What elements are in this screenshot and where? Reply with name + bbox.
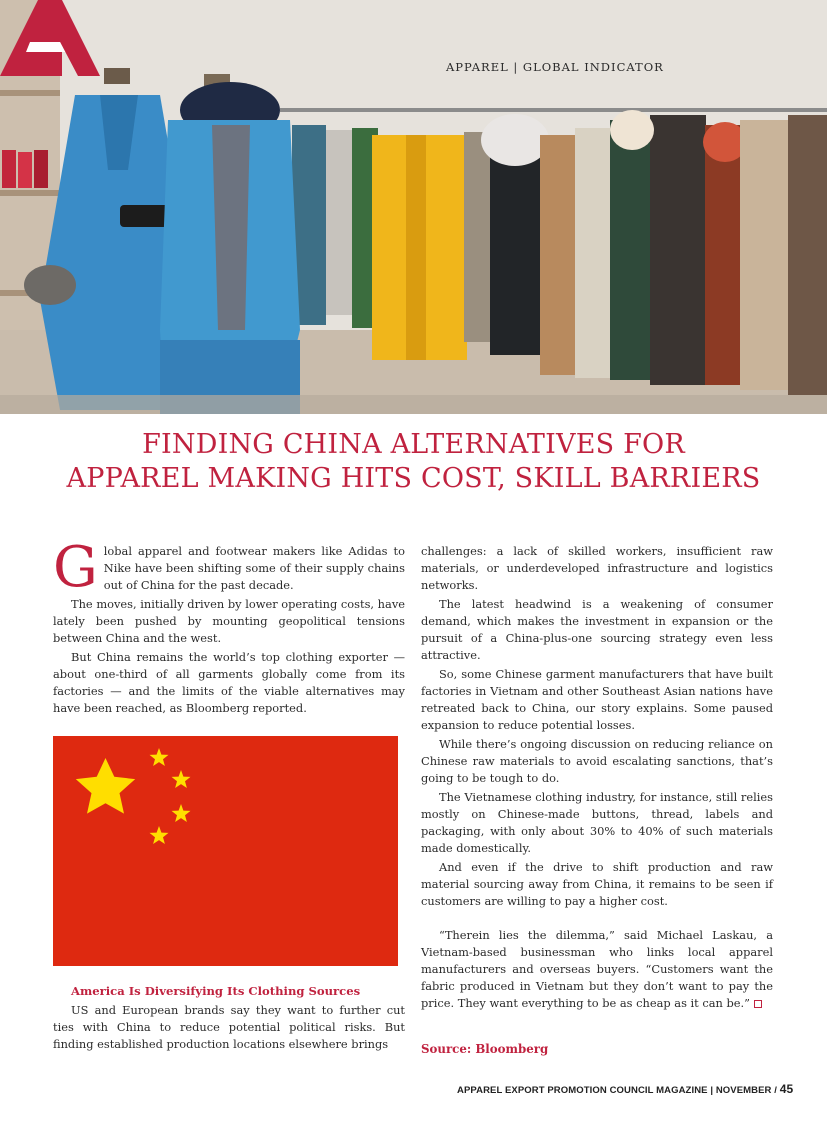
end-mark-icon — [754, 1000, 762, 1008]
magazine-logo-icon — [0, 0, 153, 76]
article-headline — [0, 428, 827, 496]
page-footer — [457, 1082, 793, 1096]
china-flag-image — [53, 736, 398, 966]
source-credit: Source: Bloomberg — [421, 1042, 549, 1056]
footer-separator: / — [774, 1085, 778, 1096]
left-column-top — [53, 535, 405, 719]
page-number: 45 — [779, 1082, 794, 1096]
paragraph-6: The latest headwind is a weakening of consumer demand, which makes the investment in expansion or the pursuit of a China-plus-one sourcing strategy even less attractive. — [421, 597, 773, 662]
paragraph-5: challenges: a lack of skilled workers, insufficient raw materials, or underdeveloped infrastructure and logistics networks. — [421, 544, 773, 592]
headline-line-1: FINDING CHINA ALTERNATIVES FOR — [142, 429, 685, 460]
paragraph-11 — [421, 927, 773, 1012]
left-column-bottom — [53, 983, 405, 1055]
footer-text: APPAREL EXPORT PROMOTION COUNCIL MAGAZINE | NOVEMBER — [457, 1085, 772, 1096]
section-tag: APPAREL | GLOBAL INDICATOR — [446, 60, 664, 74]
paragraph-2: The moves, initially driven by lower operating costs, have lately been pushed by mounting geopolitical tensions between China and the west. — [53, 597, 405, 645]
headline-line-2: APPAREL MAKING HITS COST, SKILL BARRIERS — [66, 463, 761, 494]
paragraph-7: So, some Chinese garment manufacturers that have built factories in Vietnam and other Southeast Asian nations have retreated back to China, our story explains. Some paused expansion to reduce potential losses. — [421, 667, 773, 732]
paragraph-9: The Vietnamese clothing industry, for instance, still relies mostly on Chinese-made buttons, thread, labels and packaging, with only about 30% to 40% of such materials made domestically. — [421, 790, 773, 855]
hero-photo — [0, 0, 827, 414]
paragraph-11-text: “Therein lies the dilemma,” said Michael Laskau, a Vietnam-based businessman who links local apparel manufacturers and overseas buyers. “Customers want the fabric produced in Vietnam but they don’t want to pay the price. They want everything to be as cheap as it can be.” — [421, 928, 773, 1010]
paragraph-10: And even if the drive to shift production and raw material sourcing away from China, it remains to be seen if customers are willing to pay a higher cost. — [421, 860, 773, 908]
right-column — [421, 543, 773, 1014]
drop-cap: G — [53, 535, 98, 600]
paragraph-3: But China remains the world’s top clothing exporter — about one-third of all garments globally come from its factories — and the limits of the viable alternatives may have been reached, as Bloomberg reported. — [53, 650, 405, 715]
paragraph-1 — [53, 535, 405, 600]
paragraph-1-text: lobal apparel and footwear makers like Adidas to Nike have been shifting some of their supply chains out of China for the past decade. — [103, 544, 405, 592]
paragraph-8: While there’s ongoing discussion on reducing reliance on Chinese raw materials to avoid escalating sanctions, that’s going to be tough to do. — [421, 737, 773, 785]
paragraph-4: US and European brands say they want to further cut ties with China to reduce potential political risks. But finding established production locations elsewhere brings — [53, 1003, 405, 1051]
section-subhead: America Is Diversifying Its Clothing Sources — [71, 984, 361, 998]
